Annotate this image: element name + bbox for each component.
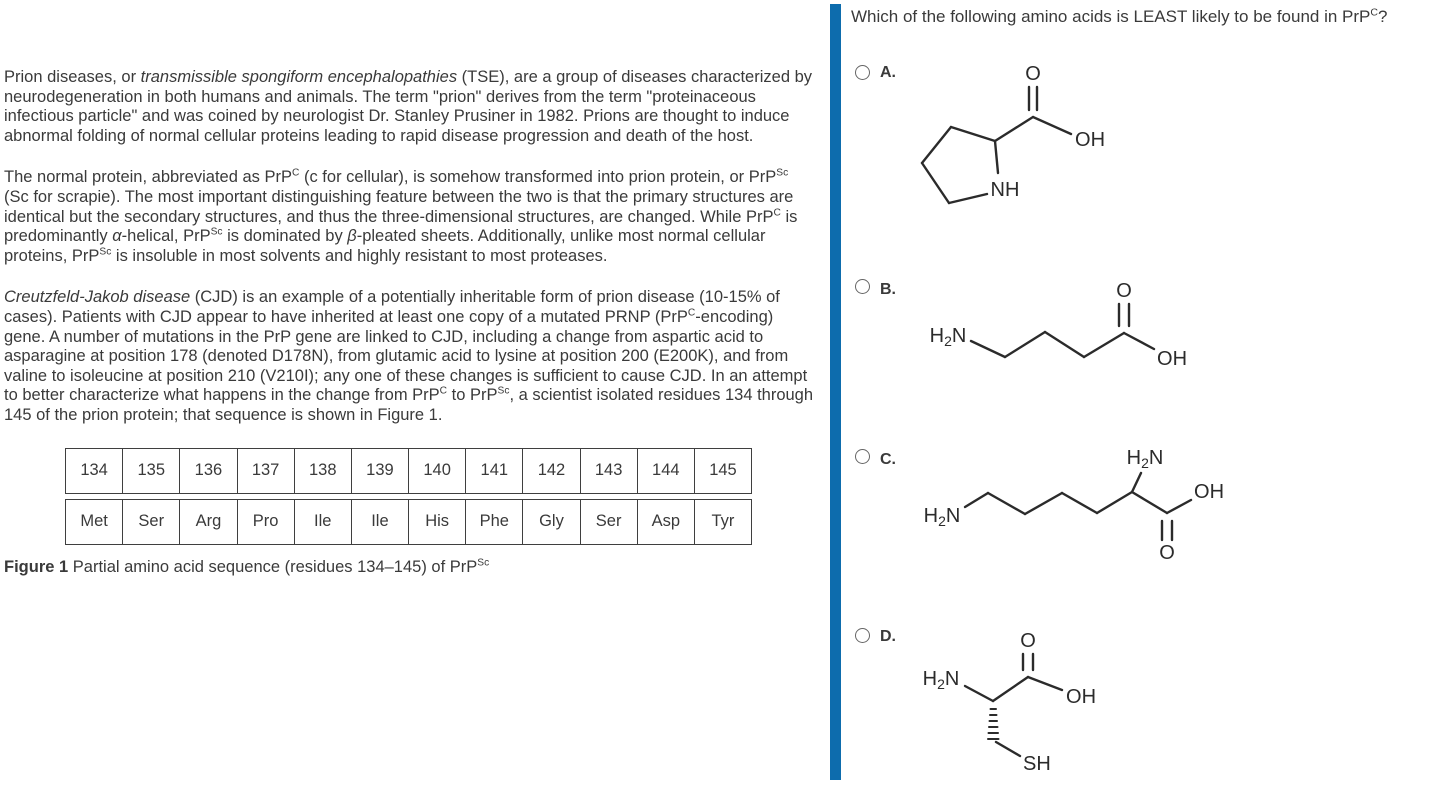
option-d-letter: D. — [880, 628, 896, 645]
sequence-cell: Ser — [580, 500, 637, 544]
sequence-cell: Ile — [294, 500, 351, 544]
sequence-cell: 134 — [80, 460, 108, 479]
atom-label-o: O — [1025, 63, 1041, 85]
atom-label-o: O — [1020, 630, 1036, 652]
sequence-cell: Phe — [465, 500, 522, 544]
sequence-cell: Ile — [351, 500, 408, 544]
atom-label-h2n: $H_2N$ — [922, 668, 960, 692]
gaba-bonds — [971, 304, 1154, 357]
passage-paragraph-3: Creutzfeld-Jakob disease (CJD) is an example of a potentially inheritable form of prion disease (10-15% of cases). Patients with CJD appear to have inherited at least one copy of a mutated PRNP (PrP$^C$-encoding) gene. A number of mutations in the PrP gene are linked to CJD, including a change from aspartic acid to asparagine at position 178 (denoted D178N), from glutamic acid to lysine at position 200 (E200K), and from valine to isoleucine at position 210 (V210I); any one of these changes is sufficient to cause CJD. In an attempt to better characterize what happens in the change from PrP$^C$ to PrP$^{Sc}$, a scientist isolated residues 134 through 145 of the prion protein; that sequence is shown in Figure 1. — [4, 288, 814, 424]
figure1-caption: Figure 1 Partial amino acid sequence (residues 134–145) of PrP$^{Sc}$ — [4, 557, 490, 576]
sequence-cell: 137 — [237, 449, 294, 493]
atom-label-h2n-terminal: $H_2N$ — [923, 505, 961, 529]
atom-label-oh: OH — [1066, 686, 1097, 708]
atom-label-h2n-alpha: $H_2N$ — [1126, 447, 1164, 471]
sequence-cell: 145 — [694, 449, 751, 493]
atom-label-o: O — [1116, 280, 1132, 302]
passage-paragraph-1: Prion diseases, or transmissible spongiform encephalopathies (TSE), are a group of diseases characterized by neurodegeneration in both humans and animals. The term "prion" derives from the term "proteinaceous infectious particle" and was coined by neurologist Dr. Stanley Prusiner in 1982. Prions are thought to induce abnormal folding of normal cellular proteins leading to rapid disease progression and death of the host. — [4, 68, 813, 145]
cysteine-bonds — [965, 654, 1062, 756]
sequence-cell: 144 — [637, 449, 694, 493]
sequence-cell: 142 — [522, 449, 579, 493]
option-a-letter: A. — [880, 64, 896, 81]
atom-label-oh: OH — [1075, 129, 1106, 151]
atom-label-h2n: $H_2N$ — [929, 325, 967, 349]
molecule-structure-b-gaba — [860, 270, 1210, 395]
sequence-cell: Ser — [122, 500, 179, 544]
atom-label-o: O — [1159, 542, 1175, 564]
sequence-cell: His — [408, 500, 465, 544]
sequence-cell: Arg — [179, 500, 236, 544]
passage-text — [4, 68, 816, 577]
molecule-structure-d-cysteine — [860, 608, 1140, 798]
molecule-structure-c-lysine — [860, 440, 1250, 580]
sequence-cell: 140 — [408, 449, 465, 493]
sequence-cell: 136 — [179, 449, 236, 493]
lysine-bonds — [965, 473, 1191, 540]
passage-paragraph-2: The normal protein, abbreviated as PrP$^C$ (c for cellular), is somehow transformed into prion protein, or PrP$^{Sc}$ (Sc for scrapie). The most important distinguishing feature between the two is that the primary structures are identical but the secondary structures, and thus the three-dimensional structures, are changed. While PrP$^C$ is predominantly α-helical, PrP$^{Sc}$ is dominated by β-pleated sheets. Additionally, unlike most normal cellular proteins, PrP$^{Sc}$ is insoluble in most solvents and highly resistant to most proteases. — [4, 167, 798, 265]
sequence-cell: 135 — [122, 449, 179, 493]
sequence-cell: 143 — [580, 449, 637, 493]
sequence-positions-row — [65, 448, 752, 494]
sequence-cell: Pro — [237, 500, 294, 544]
sequence-cell: Asp — [637, 500, 694, 544]
question-text: Which of the following amino acids is LEAST likely to be found in PrP$^C$? — [851, 6, 1388, 26]
atom-label-oh: OH — [1194, 481, 1225, 503]
option-c-letter: C. — [880, 451, 896, 468]
panel-divider — [830, 4, 841, 780]
sequence-cell: Gly — [522, 500, 579, 544]
sequence-cell: 141 — [465, 449, 522, 493]
sequence-cell: Met — [80, 511, 108, 530]
question-panel — [844, 0, 1443, 810]
molecule-structure-a-proline — [890, 50, 1120, 215]
option-a-radio[interactable] — [855, 65, 870, 80]
sequence-cell: 139 — [351, 449, 408, 493]
sequence-cell: 138 — [294, 449, 351, 493]
figure1-sequence-table — [65, 448, 752, 545]
atom-label-sh: SH — [1023, 753, 1051, 775]
atom-label-nh: NH — [990, 179, 1020, 201]
atom-label-oh: OH — [1157, 348, 1188, 370]
sequence-cell: Tyr — [694, 500, 751, 544]
option-b-letter: B. — [880, 281, 896, 298]
sequence-residues-row — [65, 499, 752, 545]
